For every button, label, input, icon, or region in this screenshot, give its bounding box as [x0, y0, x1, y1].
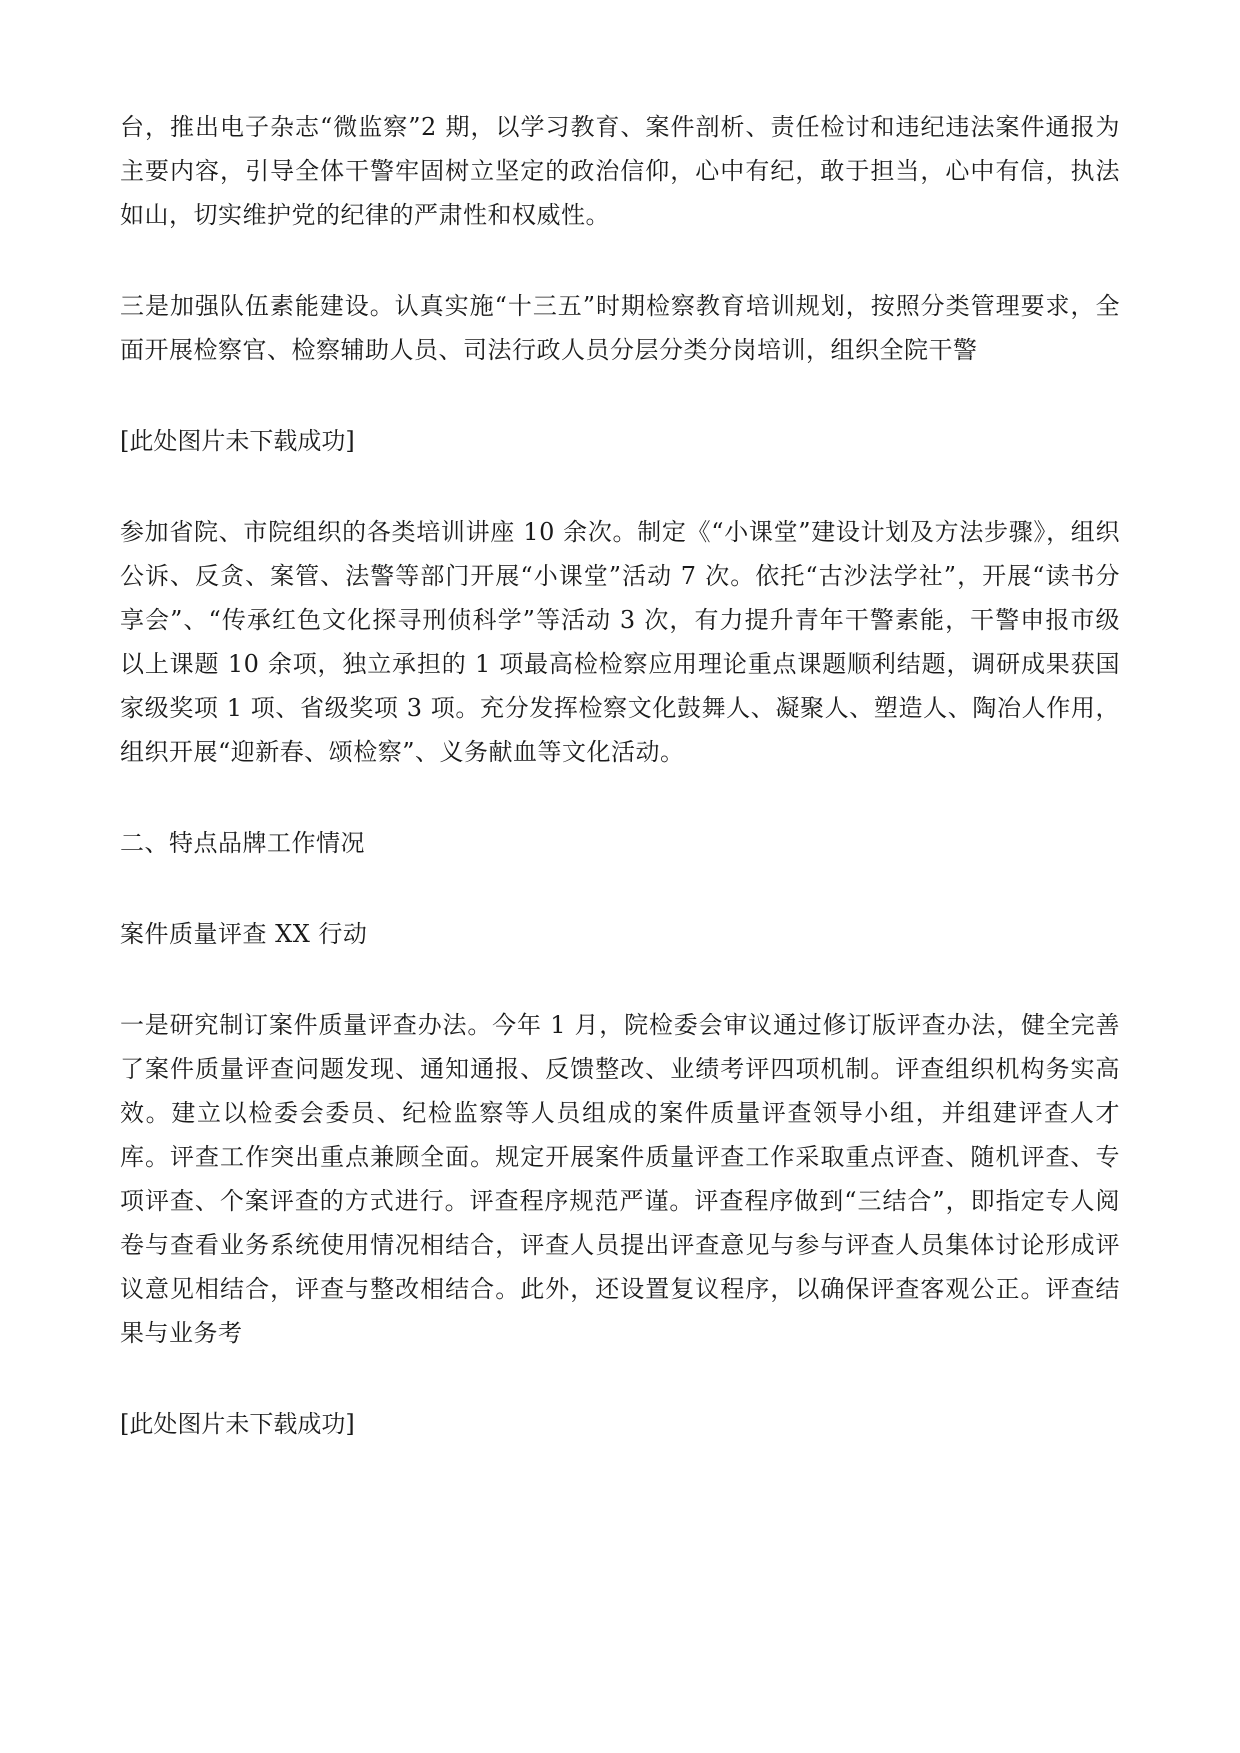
- paragraph-micro-supervision-magazine: 台，推出电子杂志“微监察”2 期，以学习教育、案件剖析、责任检讨和违纪违法案件通报为主要内容，引导全体干警牢固树立坚定的政治信仰，心中有纪，敢于担当，心中有信，执法如山，切实维护党的纪律的严肃性和权威性。: [120, 113, 1120, 229]
- subheading-case-quality-review: 案件质量评查 XX 行动: [120, 920, 368, 948]
- paragraph-team-capacity-building: 三是加强队伍素能建设。认真实施“十三五”时期检察教育培训规划，按照分类管理要求，全面开展检察官、检察辅助人员、司法行政人员分层分类分岗培训，组织全院干警: [120, 292, 1120, 364]
- image-placeholder-2: [此处图片未下载成功]: [120, 1410, 355, 1438]
- paragraph-review-method: 一是研究制订案件质量评查办法。今年 1 月，院检委会审议通过修订版评查办法，健全完善了案件质量评查问题发现、通知通报、反馈整改、业绩考评四项机制。评查组织机构务实高效。建立以检委会委员、纪检监察等人员组成的案件质量评查领导小组，并组建评查人才库。评查工作突出重点兼顾全面。规定开展案件质量评查工作采取重点评查、随机评查、专项评查、个案评查的方式进行。评查程序规范严谨。评查程序做到“三结合”，即指定专人阅卷与查看业务系统使用情况相结合，评查人员提出评查意见与参与评查人员集体讨论形成评议意见相结合，评查与整改相结合。此外，还设置复议程序，以确保评查客观公正。评查结果与业务考: [120, 1011, 1120, 1347]
- image-placeholder-1: [此处图片未下载成功]: [120, 427, 355, 455]
- document-body: [120, 105, 1120, 1493]
- paragraph-training-activities: 参加省院、市院组织的各类培训讲座 10 余次。制定《“小课堂”建设计划及方法步骤》，组织公诉、反贪、案管、法警等部门开展“小课堂”活动 7 次。依托“古沙法学社”，开展“读书分享会”、“传承红色文化探寻刑侦科学”等活动 3 次，有力提升青年干警素能，干警申报市级以上课题 10 余项，独立承担的 1 项最高检检察应用理论重点课题顺利结题，调研成果获国家级奖项 1 项、省级奖项 3 项。充分发挥检察文化鼓舞人、凝聚人、塑造人、陶冶人作用，组织开展“迎新春、颂检察”、义务献血等文化活动。: [120, 518, 1120, 766]
- section-heading-brand-work: 二、特点品牌工作情况: [120, 829, 365, 857]
